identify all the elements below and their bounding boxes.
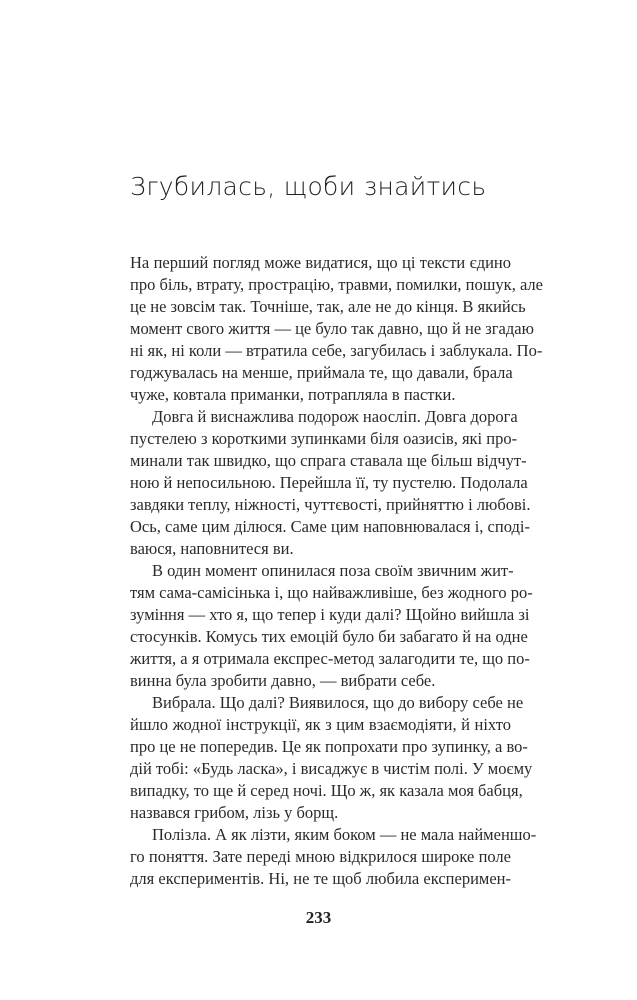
text-line: годжувалась на менше, приймала те, що давали, брала	[130, 363, 513, 382]
text-line: для експериментів. Ні, не те щоб любила експеримен-	[130, 869, 511, 888]
paragraph	[130, 252, 543, 406]
text-line: ні як, ні коли — втратила себе, загубилась і заблукала. По-	[130, 341, 543, 360]
text-line: про це не попередив. Це як попрохати про зупинку, а во-	[130, 737, 528, 756]
text-line: життя, а я отримала експрес-метод залагодити те, що по-	[130, 649, 530, 668]
body-text	[130, 252, 543, 890]
text-line: назвався грибом, лізь у борщ.	[130, 803, 339, 822]
text-line: момент свого життя — це було так давно, що й не згадаю	[130, 319, 534, 338]
text-line: На перший погляд може видатися, що ці тексти єдино	[130, 253, 511, 272]
text-line: го поняття. Зате переді мною відкрилося широке поле	[130, 847, 511, 866]
text-line: ною й непосильною. Перейшла її, ту пустелю. Подолала	[130, 473, 528, 492]
text-line: дій тобі: «Будь ласка», і висаджує в чистім полі. У моєму	[130, 759, 533, 778]
paragraph	[130, 560, 533, 692]
text-line: це не зовсім так. Точніше, так, але не до кінця. В якийсь	[130, 297, 526, 316]
text-line: В один момент опинилася поза своїм звичним жит-	[152, 561, 514, 580]
text-line: Полізла. А як лізти, яким боком — не мала найменшо-	[152, 825, 537, 844]
text-line: випадку, то ще й серед ночі. Що ж, як казала моя бабця,	[130, 781, 523, 800]
text-line: зуміння — хто я, що тепер і куди далі? Щойно вийшла зі	[130, 605, 530, 624]
text-line: пустелею з короткими зупинками біля оазисів, які про-	[130, 429, 518, 448]
text-line: Довга й виснажлива подорож наосліп. Довга дорога	[152, 407, 518, 426]
text-line: Вибрала. Що далі? Виявилося, що до вибору себе не	[152, 693, 524, 712]
text-line: стосунків. Комусь тих емоцій було би забагато й на одне	[130, 627, 528, 646]
text-line: ваюся, наповнитеся ви.	[130, 539, 294, 558]
text-line: минали так швидко, що спрага ставала ще більш відчут-	[130, 451, 527, 470]
text-line: йшло жодної інструкції, як з цим взаємодіяти, й ніхто	[130, 715, 511, 734]
paragraph	[130, 406, 531, 560]
text-line: Ось, саме цим ділюся. Саме цим наповнювалася і, сподi-	[130, 517, 530, 536]
paragraph	[130, 692, 533, 824]
page-number: 233	[305, 908, 332, 927]
text-line: про біль, втрату, прострацію, травми, помилки, пошук, але	[130, 275, 543, 294]
text-line: чуже, ковтала приманки, потрапляла в пастки.	[130, 385, 456, 404]
text-line: винна була зробити давно, — вибрати себе.	[130, 671, 436, 690]
paragraph	[130, 824, 537, 890]
text-line: завдяки теплу, ніжності, чуттєвості, прийняттю і любові.	[130, 495, 531, 514]
text-line: тям сама-самісінька і, що найважливіше, без жодного ро-	[130, 583, 533, 602]
chapter-title: Згубилась, щоби знайтись	[130, 172, 487, 201]
